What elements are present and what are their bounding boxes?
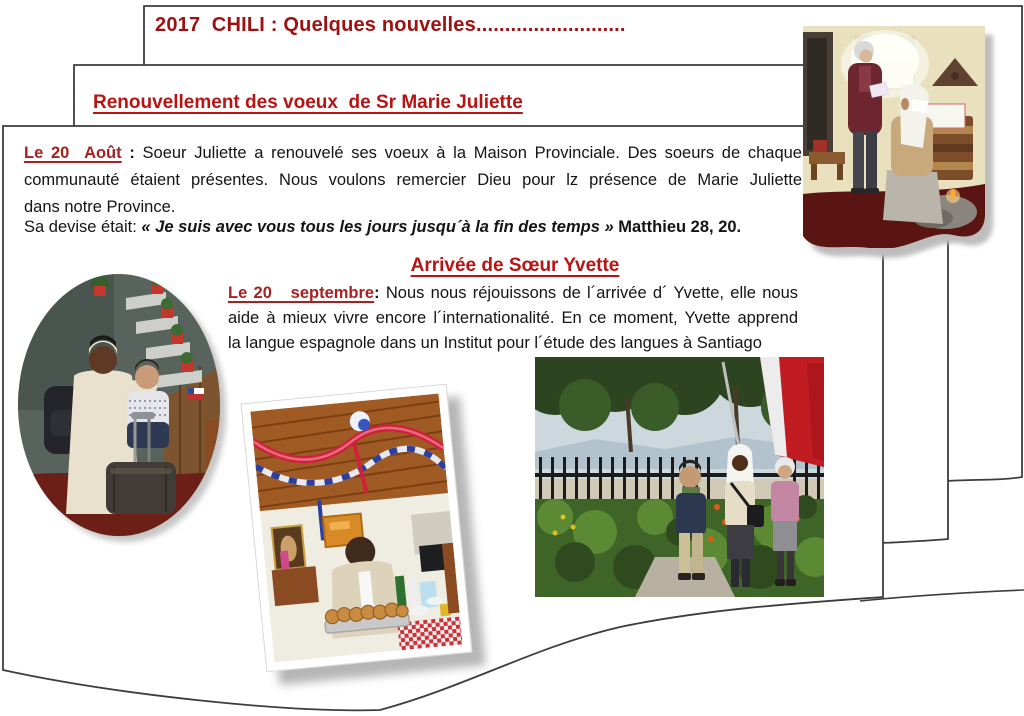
photo-garden-group [535, 357, 824, 597]
devise-quote: « Je suis avec vous tous les jours jusqu´à la fin des temps » [141, 218, 614, 236]
renewal-date-lead: Le 20 Août [24, 144, 122, 162]
sheet-back-bottom-edge [860, 590, 1024, 601]
devise-prefix: Sa devise était: [24, 218, 142, 236]
devise-line [24, 218, 741, 237]
arrival-paragraph [228, 281, 798, 356]
arrival-heading: Arrivée de Sœur Yvette [410, 255, 620, 276]
page-title: 2017 CHILI : Quelques nouvelles.......................... [155, 14, 626, 36]
paragraph-text: Nous nous réjouissons de l´arrivée d´ Yvette, elle nous [385, 284, 798, 302]
paragraph-line: communauté étaient présentes. Nous voulons remercier Dieu pour lz présence de Marie Juliette [24, 171, 802, 189]
renewal-heading: Renouvellement des voeux de Sr Marie Juliette [93, 92, 523, 113]
stairwell-scene [14, 270, 230, 546]
paragraph-line: dans notre Province. [24, 198, 176, 216]
paragraph-line [24, 140, 802, 167]
separator: : [374, 284, 386, 302]
paragraph-text: Soeur Juliette a renouvelé ses voeux à la Maison Provinciale. Des soeurs de chaque [142, 144, 802, 162]
renewal-paragraph [24, 140, 802, 221]
paragraph-line: aide à mieux vivre encore l´internationalité. En ce moment, Yvette apprend [228, 309, 798, 327]
paragraph-line [228, 281, 798, 306]
photo-celebration-tilted [241, 384, 473, 673]
separator: : [121, 144, 143, 162]
garden-scene [535, 357, 824, 597]
paragraph-line: la langue espagnole dans un Institut pour l´étude des langues à Santiago [228, 334, 762, 352]
party-scene [250, 394, 462, 663]
photo-vow-renewal-chapel [803, 26, 999, 274]
devise-reference: Matthieu 28, 20. [613, 218, 742, 236]
photo-oval-sisters-suitcase [14, 270, 230, 546]
chapel-scene [803, 26, 985, 248]
arrival-date-lead: Le 20 septembre [228, 284, 375, 302]
